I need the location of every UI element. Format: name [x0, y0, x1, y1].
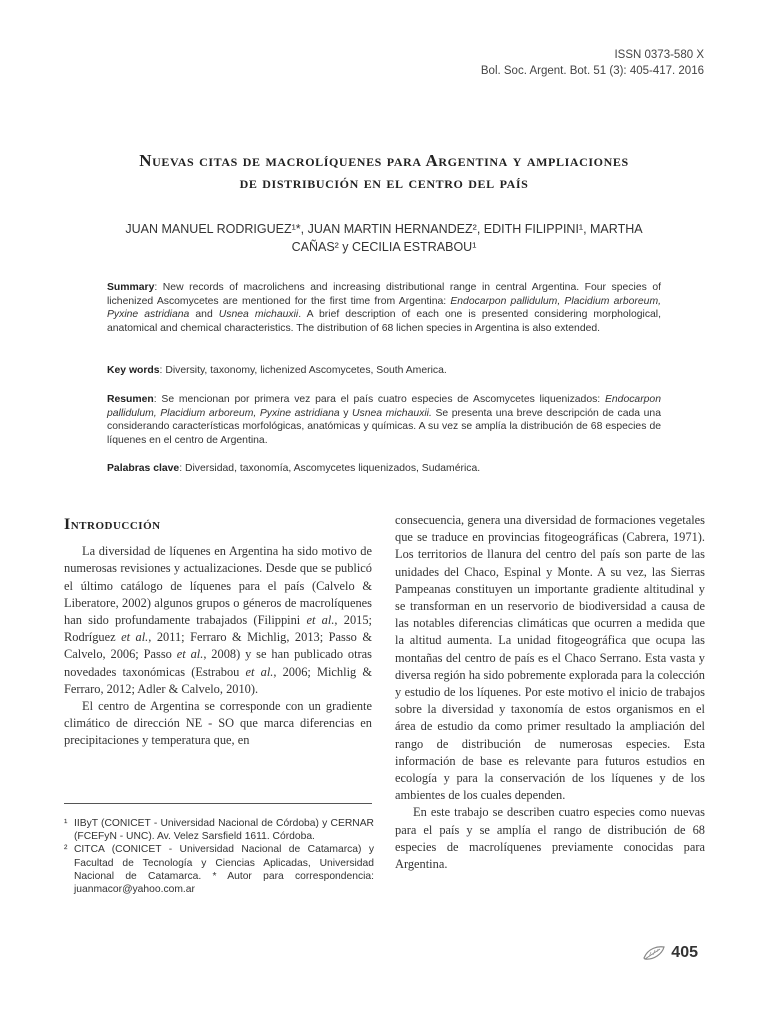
footnote-divider [64, 803, 372, 804]
leaf-icon [642, 944, 666, 962]
footnotes [64, 817, 374, 896]
author-list: JUAN MANUEL RODRIGUEZ¹*, JUAN MARTIN HERNANDEZ², EDITH FILIPPINI¹, MARTHA CAÑAS² y CECILIA ESTRABOU¹ [125, 222, 643, 254]
palabras-label: Palabras clave [107, 463, 180, 474]
keywords-label: Key words [107, 365, 160, 376]
resumen-abstract: Resumen: Se mencionan por primera vez para el país cuatro especies de Ascomycetes liquenizados: Endocarpon pallidulum, Placidium arboreum, Pyxine astridiana y Usnea michauxii. Se presenta una breve descripción de cada una considerando características morfológicas, anatómicas y químicas. A su vez se amplía la distribución de 68 especies de líquenes en el centro de Argentina. [107, 394, 661, 446]
journal-header [481, 47, 704, 79]
key-words: Key words: Diversity, taxonomy, lichenized Ascomycetes, South America. [107, 365, 447, 376]
article-title: Nuevas citas de macrolíquenes para Argentina y ampliaciones de distribución en el centro del país [139, 151, 629, 192]
page-number: 405 [642, 944, 698, 962]
right-column [395, 512, 705, 873]
intro-paragraph-3: En este trabajo se describen cuatro especies como nuevas para el país y se amplía el rango de distribución de 68 especies de macrolíquenes previamente conocidas para Argentina. [395, 805, 705, 872]
summary-label: Summary [107, 282, 155, 293]
issn: ISSN 0373-580 X [614, 49, 704, 61]
section-heading-introduccion: Introducción [64, 516, 161, 533]
journal-citation: Bol. Soc. Argent. Bot. 51 (3): 405-417. 2016 [480, 65, 704, 77]
intro-paragraph-2-continued: consecuencia, genera una diversidad de formaciones vegetales que se traduce en provincias fitogeográficas (Cabrera, 1971). Los territorios de llanura del centro del país son parte de las unidades del Chaco, Espinal y Monte. A su vez, las Sierras Pampeanas constituyen un importante gradiente altitudinal y se transforman en un reservorio de biodiversidad a causa de las notables diferencias climáticas que ocurren a medida que la altitud aumenta. La unidad fitogeográfica que ocupa las montañas del centro de país es el Chaco Serrano. Esta vasta y diversa región ha sido pobremente explorada para la colección y estudio de los líquenes. Por este motivo el inicio de trabajos sobre la diversidad y taxonomía de estos organismos en el área de estudio da como primer resultado la ampliación del rango de distribución de numerosas especies. Esta información de base es relevante para futuros estudios en ecología y para la conservación de los líquenes y de los ambientes de los cuales dependen. [395, 513, 705, 803]
intro-paragraph-1: La diversidad de líquenes en Argentina ha sido motivo de numerosas revisiones y actualizaciones. Desde que se publicó el último catálogo de líquenes para el país (Calvelo & Liberatore, 2002) algunos grupos o géneros de macrolíquenes han sido profundamente trabajados (Filippini et al., 2015; Rodríguez et al., 2011; Ferraro & Michlig, 2013; Passo & Calvelo, 2006; Passo et al., 2008) y se han publicado otras novedades taxonómicas (Estrabou et al., 2006; Michlig & Ferraro, 2012; Adler & Calvelo, 2010). [64, 544, 372, 696]
left-column [64, 514, 372, 750]
resumen-label: Resumen [107, 394, 154, 405]
intro-paragraph-2: El centro de Argentina se corresponde con un gradiente climático de dirección NE - SO que marca diferencias en precipitaciones y temperatura que, en [64, 699, 372, 748]
footnote-1: ¹ IIByT (CONICET - Universidad Nacional de Córdoba) y CERNAR (FCEFyN - UNC). Av. Velez Sarsfield 1611. Córdoba. [64, 818, 374, 843]
palabras-clave: Palabras clave: Diversidad, taxonomía, Ascomycetes liquenizados, Sudamérica. [107, 463, 481, 474]
footnote-2: ² CITCA (CONICET - Universidad Nacional de Catamarca) y Facultad de Tecnología y Ciencias Aplicadas, Universidad Nacional de Catamarca. * Autor para correspondencia: juanmacor@yahoo.com.ar [64, 844, 374, 896]
summary-abstract: Summary: New records of macrolichens and increasing distributional range in central Argentina. Four species of lichenized Ascomycetes are mentioned for the first time from Argentina: Endocarpon pallidulum, Placidium arboreum, Pyxine astridiana and Usnea michauxii. A brief description of each one is presented considering morphological, anatomical and chemical characteristics. The distribution of 68 lichen species in Argentina is also extended. [107, 282, 661, 334]
